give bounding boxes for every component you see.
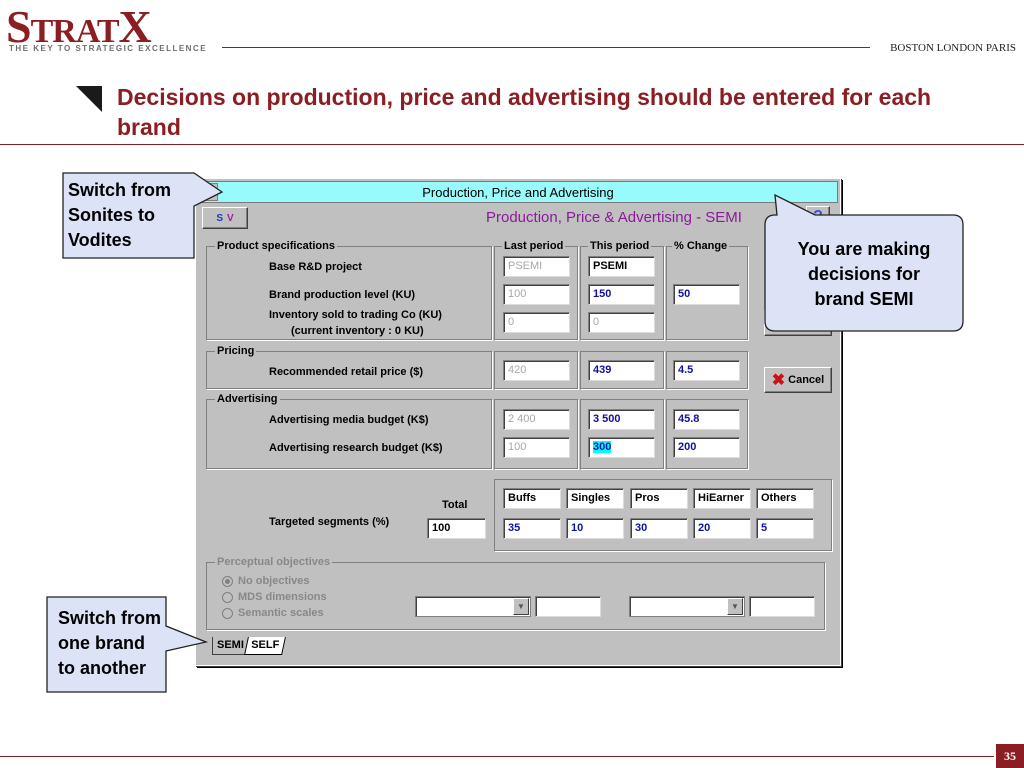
window-title: Production, Price and Advertising — [422, 184, 614, 200]
footer-rule — [0, 756, 994, 757]
perceptual-value-2[interactable] — [749, 596, 815, 617]
perceptual-label: Perceptual objectives — [217, 556, 331, 568]
callout-switch-sonites: Switch from Sonites to Vodites — [62, 172, 262, 262]
header-cities: BOSTON LONDON PARIS — [890, 42, 1016, 54]
production-label: Brand production level (KU) — [269, 289, 416, 301]
segment-value-1[interactable]: 10 — [566, 518, 624, 539]
perceptual-dropdown-2[interactable] — [629, 596, 745, 617]
radio-no-objectives[interactable] — [222, 576, 233, 587]
media-change-field[interactable]: 45.8 — [673, 409, 740, 430]
production-this-field[interactable]: 150 — [588, 284, 655, 305]
dropdown-arrow-icon[interactable]: ▼ — [513, 598, 529, 615]
advertising-label: Advertising — [217, 393, 278, 405]
title-rule — [0, 144, 1024, 145]
research-budget-label: Advertising research budget (K$) — [269, 442, 443, 454]
price-this-field[interactable]: 439 — [588, 360, 655, 381]
mds-dimensions-label: MDS dimensions — [238, 591, 327, 603]
pricing-label: Pricing — [217, 345, 255, 357]
slide-title: Decisions on production, price and advertising should be entered for each brand — [117, 84, 932, 140]
segment-value-4[interactable]: 5 — [756, 518, 814, 539]
cross-icon: ✖ — [771, 372, 786, 389]
stratx-logo: STRATX — [6, 1, 151, 52]
callout-switch-brand: Switch from one brand to another — [46, 596, 246, 696]
advertising-group — [206, 399, 492, 469]
rd-last-field: PSEMI — [503, 256, 570, 277]
price-change-field[interactable]: 4.5 — [673, 360, 740, 381]
tab-semi[interactable]: SEMI — [212, 637, 249, 655]
change-header: % Change — [674, 240, 728, 252]
switch-market-button[interactable]: S V — [202, 207, 248, 229]
header-rule — [222, 47, 870, 48]
research-this-field[interactable]: 300 — [588, 437, 655, 458]
production-last-field: 100 — [503, 284, 570, 305]
inventory-label: Inventory sold to trading Co (KU) — [269, 309, 442, 321]
tab-self[interactable]: SELF — [244, 637, 286, 655]
window-titlebar[interactable] — [198, 181, 838, 203]
segment-value-3[interactable]: 20 — [693, 518, 751, 539]
page-number: 35 — [996, 744, 1024, 768]
retail-price-label: Recommended retail price ($) — [269, 366, 424, 378]
research-last-field: 100 — [503, 437, 570, 458]
cancel-button[interactable]: ✖ Cancel — [764, 367, 832, 393]
no-objectives-label: No objectives — [238, 575, 310, 587]
media-budget-label: Advertising media budget (K$) — [269, 414, 429, 426]
ppa-window — [195, 178, 841, 666]
this-period-header: This period — [590, 240, 650, 252]
inventory-this-field[interactable]: 0 — [588, 312, 655, 333]
rd-this-field[interactable]: PSEMI — [588, 256, 655, 277]
inventory-last-field: 0 — [503, 312, 570, 333]
last-period-header: Last period — [504, 240, 564, 252]
segment-name-0: Buffs — [503, 488, 561, 509]
rd-project-label: Base R&D project — [269, 261, 362, 273]
segments-total-label: Total — [442, 499, 468, 511]
production-change-field[interactable]: 50 — [673, 284, 740, 305]
title-bullet-icon — [76, 86, 102, 112]
media-this-field[interactable]: 3 500 — [588, 409, 655, 430]
segment-value-2[interactable]: 30 — [630, 518, 688, 539]
perceptual-dropdown-1[interactable] — [415, 596, 531, 617]
semantic-scales-label: Semantic scales — [238, 607, 324, 619]
segment-name-2: Pros — [630, 488, 688, 509]
callout-brand-semi: You are making decisions for brand SEMI — [765, 195, 965, 335]
segment-name-1: Singles — [566, 488, 624, 509]
segment-name-4: Others — [756, 488, 814, 509]
segment-name-3: HiEarner — [693, 488, 751, 509]
window-subtitle: Production, Price & Advertising - SEMI — [486, 209, 742, 226]
price-last-field: 420 — [503, 360, 570, 381]
segments-total-field: 100 — [427, 518, 486, 539]
logo-tagline: THE KEY TO STRATEGIC EXCELLENCE — [9, 44, 208, 53]
product-specs-label: Product specifications — [217, 240, 335, 252]
research-change-field[interactable]: 200 — [673, 437, 740, 458]
segment-value-0[interactable]: 35 — [503, 518, 561, 539]
perceptual-value-1[interactable] — [535, 596, 601, 617]
segments-label: Targeted segments (%) — [269, 516, 390, 528]
media-last-field: 2 400 — [503, 409, 570, 430]
inventory-note: (current inventory : 0 KU) — [291, 325, 424, 337]
dropdown-arrow-icon[interactable]: ▼ — [727, 598, 743, 615]
